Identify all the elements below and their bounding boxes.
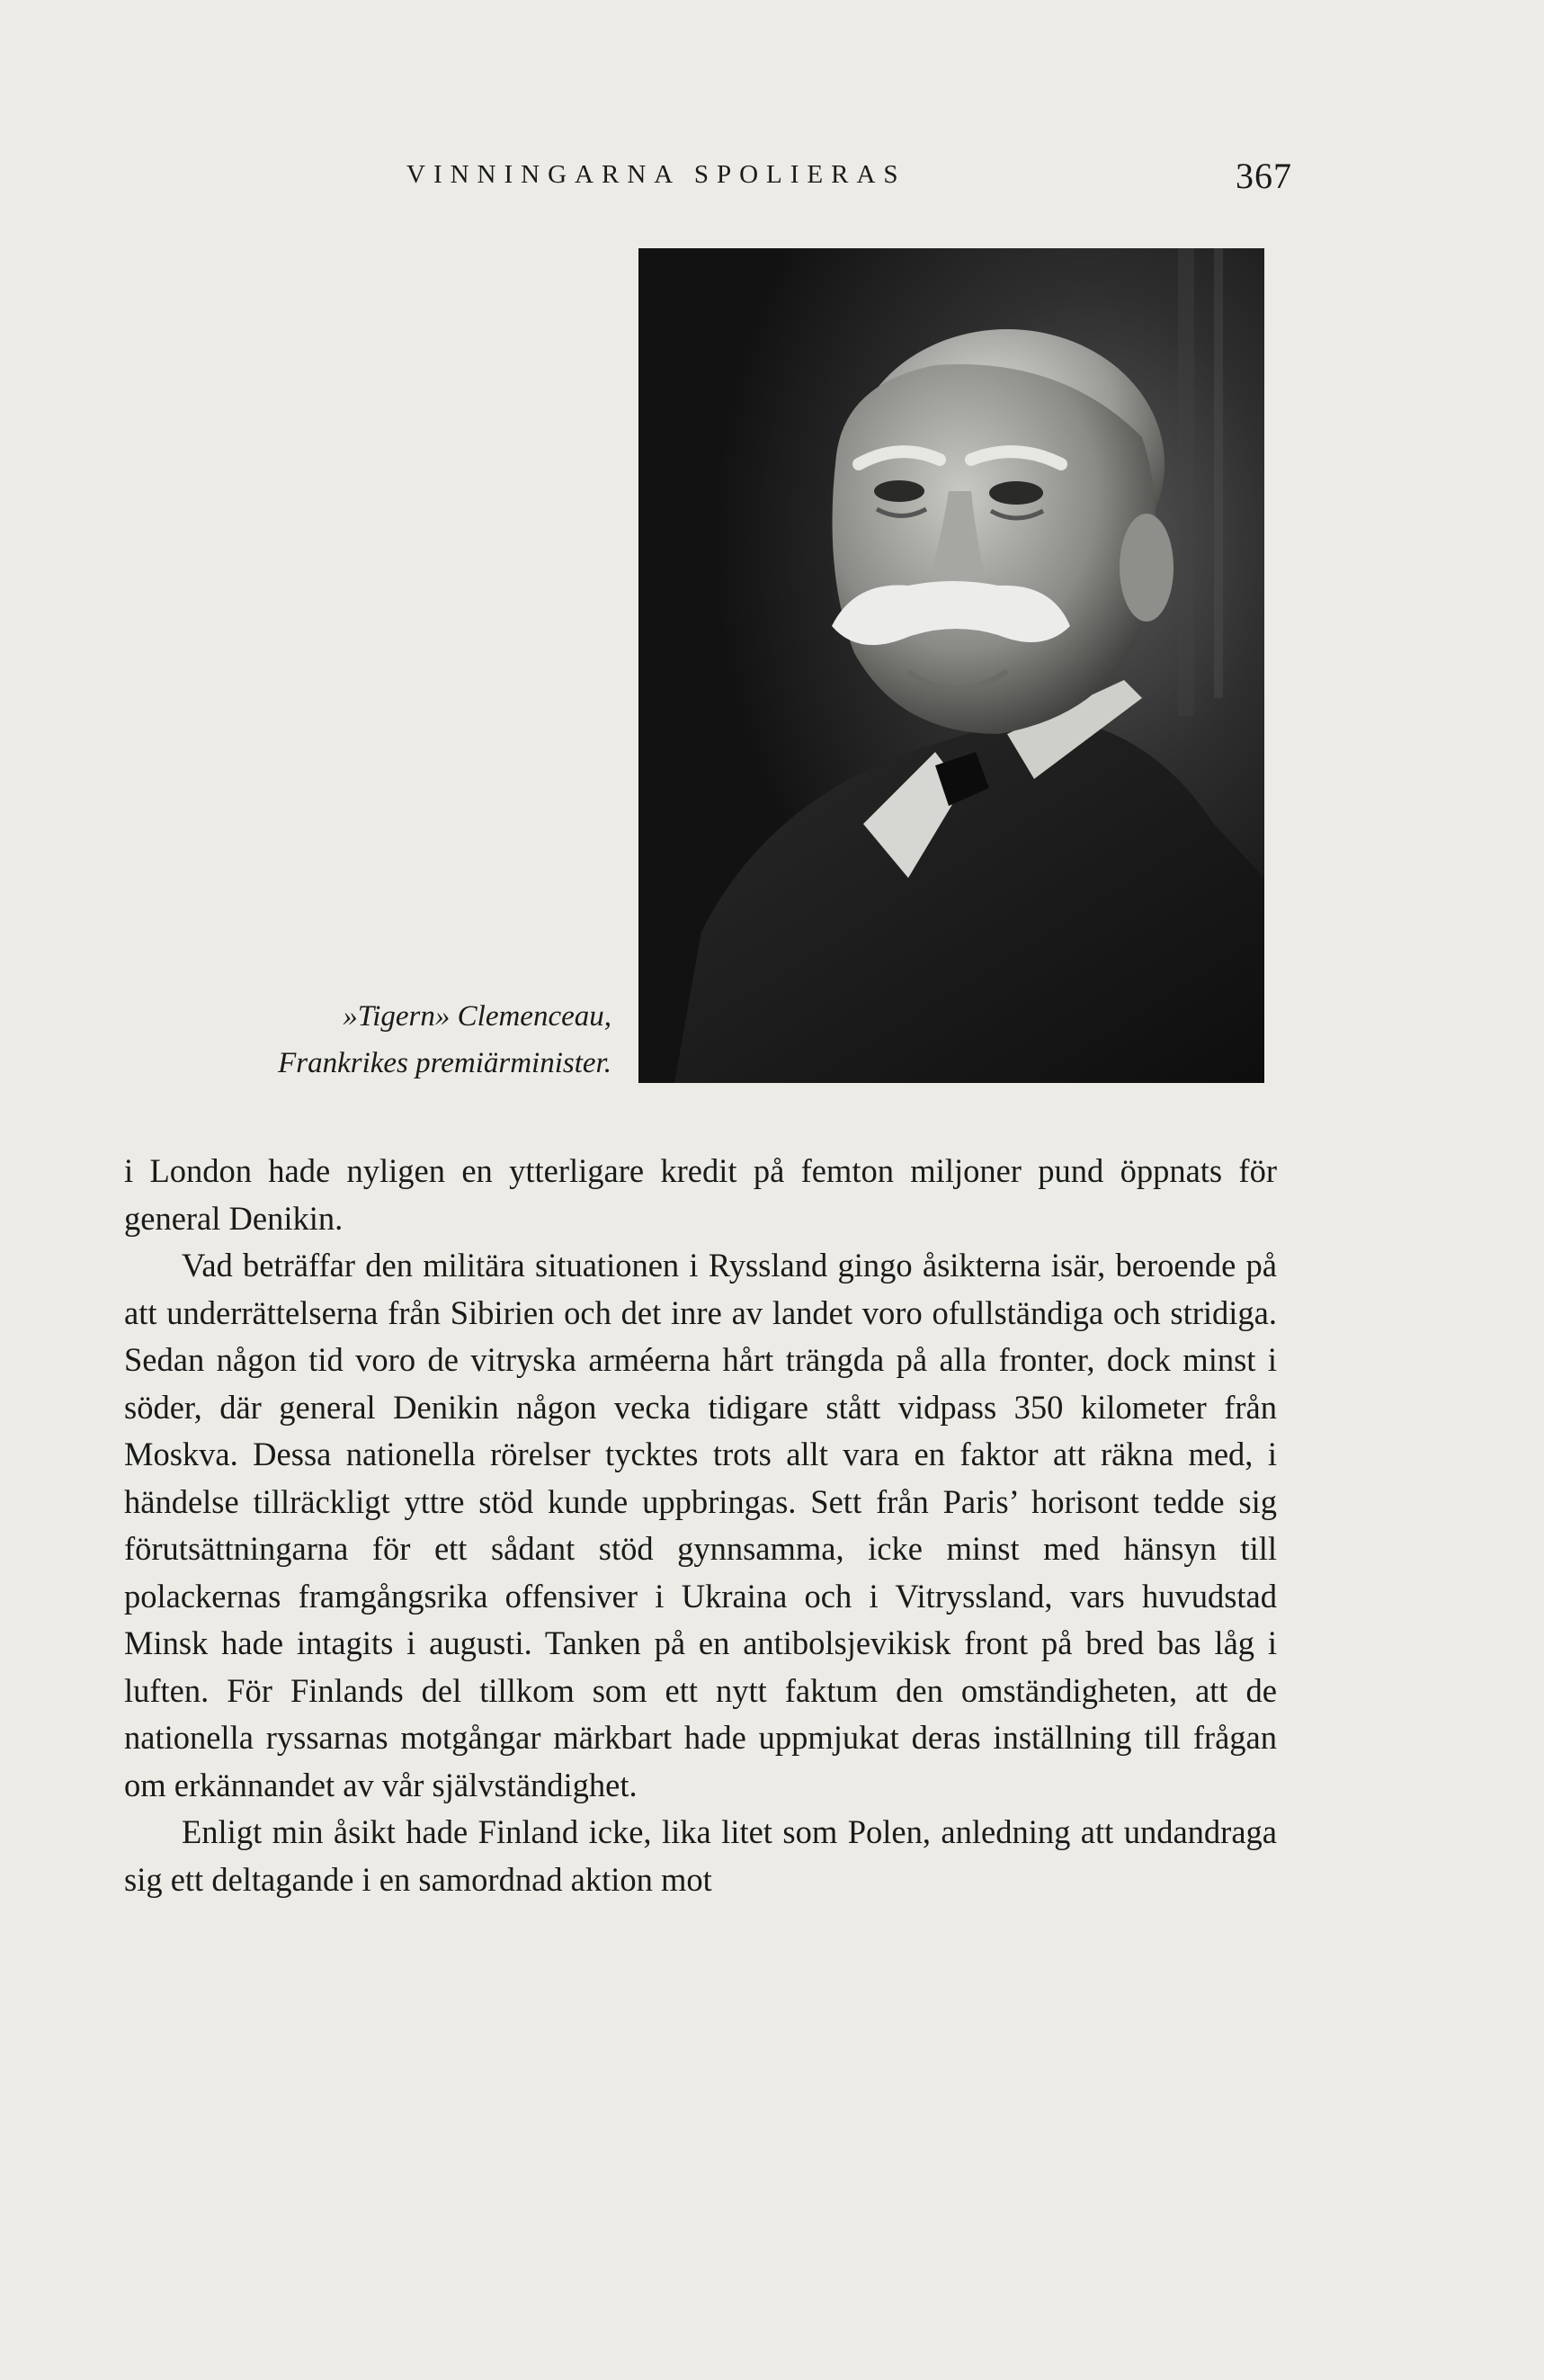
paragraph-3: Enligt min åsikt hade Finland icke, lika litet som Polen, anledning att undandraga sig ett deltagande i en samordnad aktion mot <box>124 1813 1277 1898</box>
body-text <box>124 1148 1277 1903</box>
caption-line-1: »Tigern» Clemenceau, <box>343 1000 611 1033</box>
clemenceau-portrait-image <box>638 248 1264 1083</box>
running-head: VINNINGARNA SPOLIERAS <box>406 160 906 189</box>
photo-caption <box>180 993 611 1087</box>
caption-line-2: Frankrikes premiärminister. <box>278 1047 611 1079</box>
paragraph-1: i London hade nyligen en ytterligare kredit på femton miljoner pund öppnats för general Denikin. <box>124 1152 1277 1237</box>
paragraph-2: Vad beträffar den militära situationen i Ryssland gingo åsikterna isär, beroende på att underrättelserna från Sibirien och det inre av landet voro ofullständiga och stridiga. Sedan någon tid voro de vitryska arméerna hårt trängda på alla fronter, dock minst i söder, där general Denikin någon vecka tidigare stått vidpass 350 kilometer från Moskva. Dessa nationella rörelser tycktes trots allt vara en faktor att räkna med, i händelse tillräckligt yttre stöd kunde uppbringas. Sett från Paris’ horisont tedde sig förutsättningarna för ett sådant stöd gynnsamma, icke minst med hänsyn till polackernas framgångsrika offensiver i Ukraina och i Vitryssland, vars huvudstad Minsk hade intagits i augusti. Tanken på en antibolsjevikisk front på bred bas låg i luften. För Finlands del tillkom som ett nytt faktum den omständigheten, att de nationella ryssarnas motgångar märkbart hade uppmjukat deras inställning till frågan om erkännandet av vår självständighet. <box>124 1247 1277 1803</box>
portrait-photo <box>638 248 1264 1083</box>
page-number: 367 <box>1236 156 1292 196</box>
